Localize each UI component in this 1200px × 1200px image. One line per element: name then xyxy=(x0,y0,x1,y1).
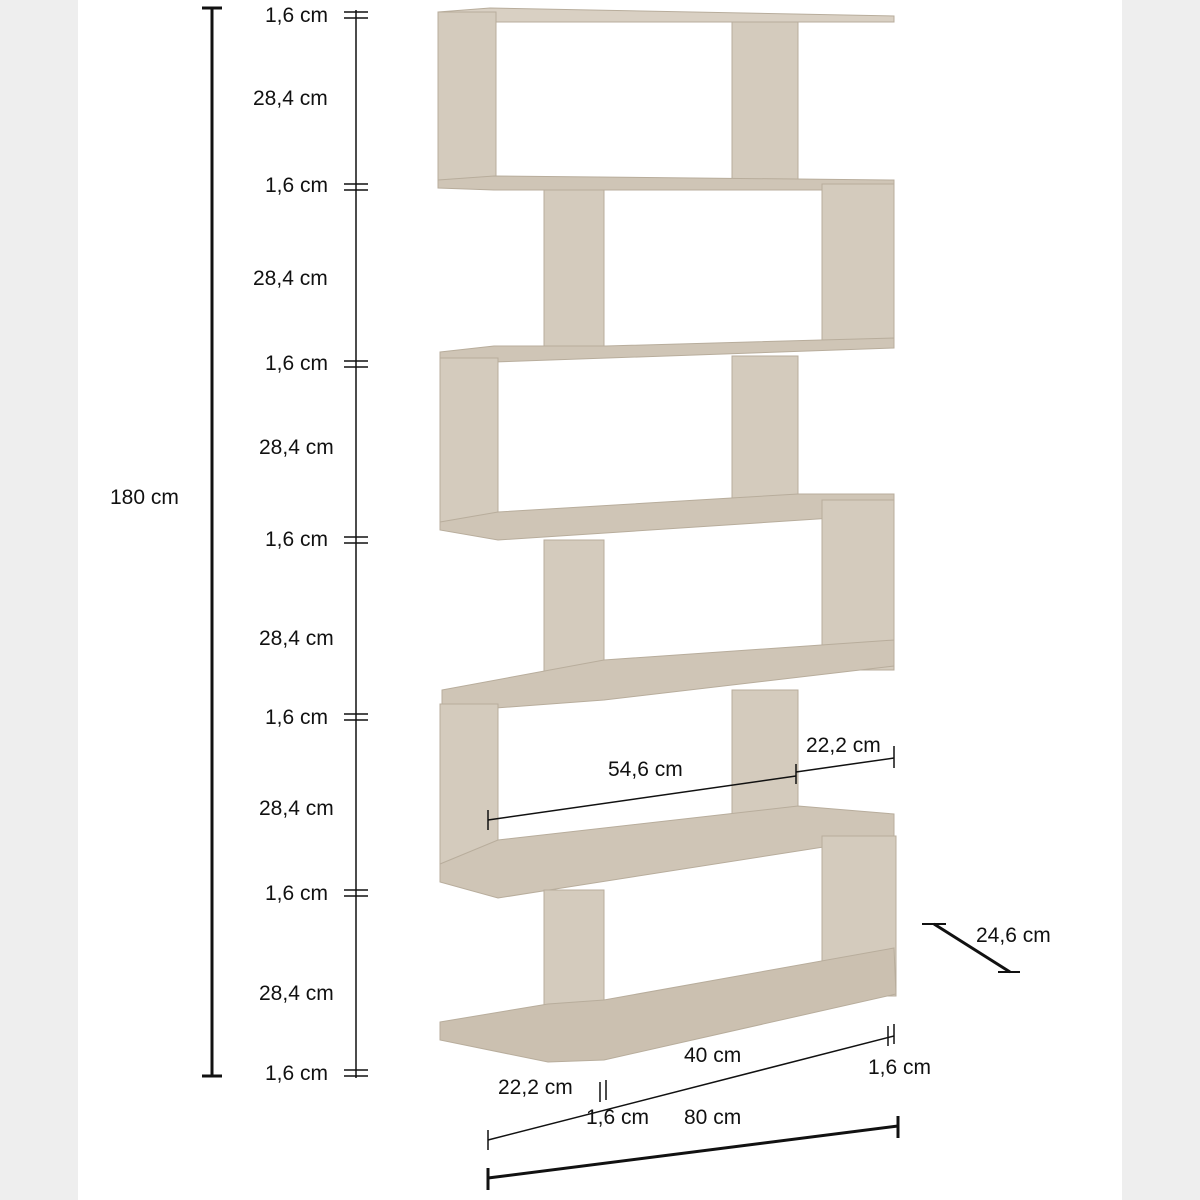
total-height-label: 180 cm xyxy=(110,486,179,509)
height-label: 28,4 cm xyxy=(259,982,334,1005)
tier2-right-panel xyxy=(822,184,894,344)
height-label: 1,6 cm xyxy=(265,528,329,551)
depth-label: 24,6 cm xyxy=(976,924,1051,947)
bottom-divider-label: 1,6 cm xyxy=(586,1106,650,1129)
height-label: 28,4 cm xyxy=(259,797,334,820)
height-label: 1,6 cm xyxy=(265,706,329,729)
tier2-divider xyxy=(544,190,604,350)
bottom-right-panel-label: 1,6 cm xyxy=(868,1056,932,1079)
tier1-divider xyxy=(732,22,798,180)
height-label: 1,6 cm xyxy=(265,352,329,375)
height-label: 1,6 cm xyxy=(265,1062,329,1085)
height-label: 1,6 cm xyxy=(265,174,329,197)
height-label: 1,6 cm xyxy=(265,4,329,27)
bottom-middle-section-label: 40 cm xyxy=(684,1044,742,1067)
height-label: 28,4 cm xyxy=(259,627,334,650)
height-label: 28,4 cm xyxy=(259,436,334,459)
tier1-left-panel xyxy=(438,12,496,188)
total-width-label: 80 cm xyxy=(684,1106,742,1129)
right-section-label: 22,2 cm xyxy=(806,734,881,757)
height-label: 28,4 cm xyxy=(253,87,328,110)
bottom-left-section-label: 22,2 cm xyxy=(498,1076,573,1099)
height-label: 1,6 cm xyxy=(265,882,329,905)
height-label: 28,4 cm xyxy=(253,267,328,290)
inner-width-label: 54,6 cm xyxy=(608,758,683,781)
tier3-left-panel xyxy=(440,358,498,528)
tier3-divider xyxy=(732,356,798,516)
